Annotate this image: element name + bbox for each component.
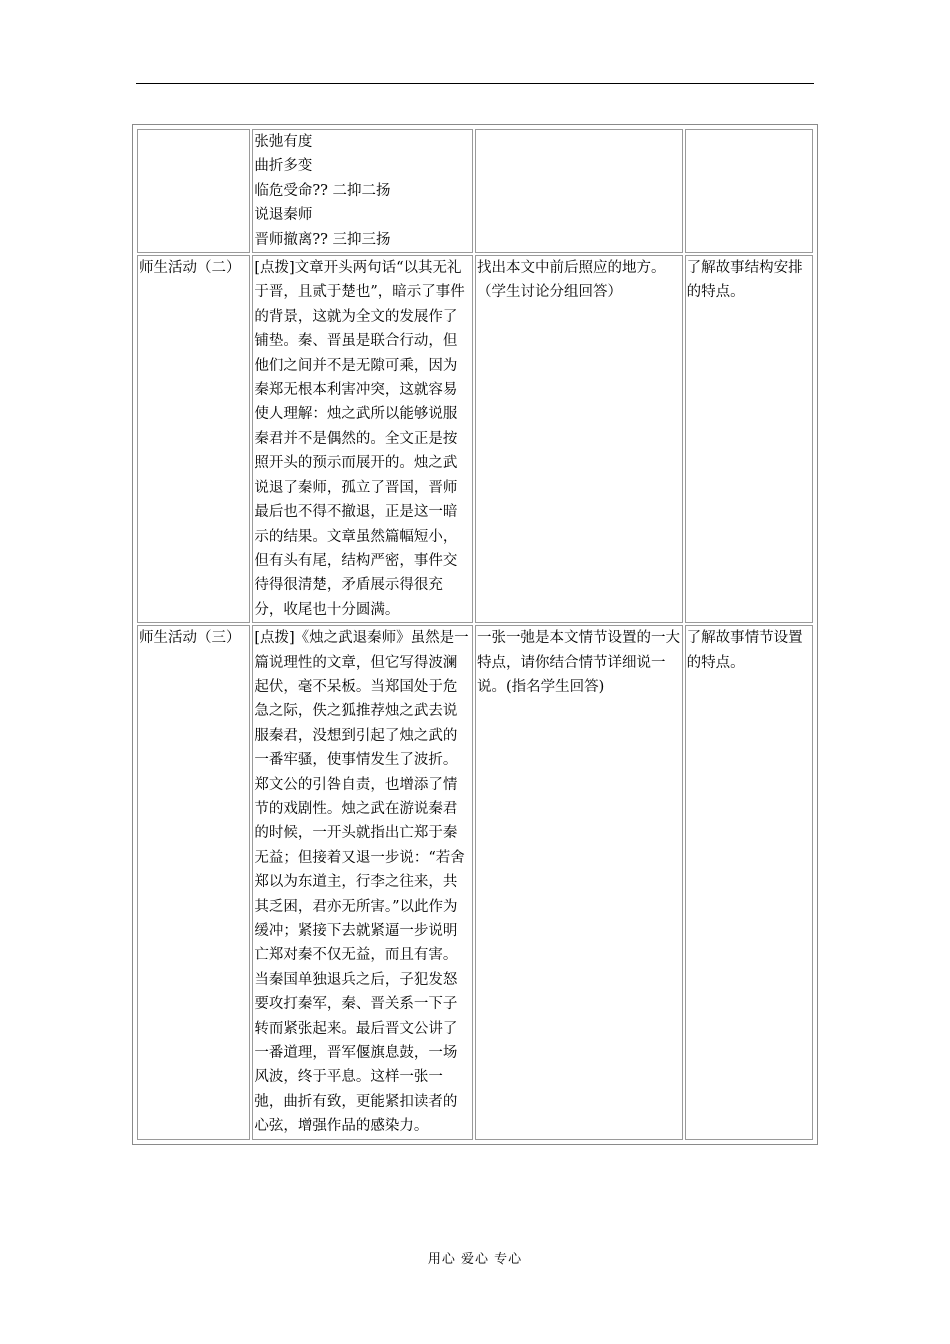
content-cell: [点拨]文章开头两句话“以其无礼于晋，且贰于楚也”，暗示了事件的背景，这就为全文的发展作了铺垫。秦、晋虽是联合行动，但他们之间并不是无隙可乘，因为秦郑无根本利害冲突，这就容易使人理解：烛之武所以能够说服秦君并不是偶然的。全文正是按照开头的预示而展开的。烛之武说退了秦师，孤立了晋国，晋师最后也不得不撤退，正是这一暗示的结果。文章虽然篇幅短小，但有头有尾，结构严密，事件交待得很清楚，矛盾展示得很充分，收尾也十分圆满。	[252, 255, 473, 623]
content-line: 临危受命?? 二抑二扬	[254, 182, 391, 199]
content-line: 张弛有度	[254, 134, 313, 150]
student-task-cell: 一张一弛是本文情节设置的一大特点，请你结合情节详细说一说。(指名学生回答)	[475, 625, 683, 1140]
content-line: 说退秦师	[254, 207, 313, 224]
goal-cell	[685, 129, 813, 253]
activity-label-cell: 师生活动（三）	[137, 625, 250, 1140]
table-row	[137, 625, 813, 1140]
student-task-cell	[475, 129, 683, 253]
activity-label-cell: 师生活动（二）	[137, 255, 250, 623]
lesson-plan-table	[132, 124, 818, 1145]
table-row	[137, 255, 813, 623]
page-footer: 用心 爱心 专心	[427, 1252, 523, 1267]
table-row	[137, 129, 813, 253]
goal-cell: 了解故事结构安排的特点。	[685, 255, 813, 623]
content-line: 曲折多变	[254, 158, 313, 175]
goal-cell: 了解故事情节设置的特点。	[685, 625, 813, 1140]
content-cell: [点拨]《烛之武退秦师》虽然是一篇说理性的文章，但它写得波澜起伏，毫不呆板。当郑国处于危急之际，佚之狐推荐烛之武去说服秦君，没想到引起了烛之武的一番牢骚，使事情发生了波折。郑文公的引咎自责，也增添了情节的戏剧性。烛之武在游说秦君的时候，一开头就指出亡郑于秦无益；但接着又退一步说：“若舍郑以为东道主，行李之往来，共其乏困，君亦无所害。”以此作为缓冲；紧接下去就紧逼一步说明亡郑对秦不仅无益，而且有害。当秦国单独退兵之后，子犯发怒要攻打秦军，秦、晋关系一下子转而紧张起来。最后晋文公讲了一番道理，晋军偃旗息鼓，一场风波，终于平息。这样一张一弛，曲折有致，更能紧扣读者的心弦，增强作品的感染力。	[252, 625, 473, 1140]
content-cell	[252, 129, 473, 253]
activity-label-cell	[137, 129, 250, 253]
header-rule	[136, 83, 814, 84]
student-task-cell: 找出本文中前后照应的地方。（学生讨论分组回答）	[475, 255, 683, 623]
content-line: 晋师撤离?? 三抑三扬	[254, 231, 391, 248]
